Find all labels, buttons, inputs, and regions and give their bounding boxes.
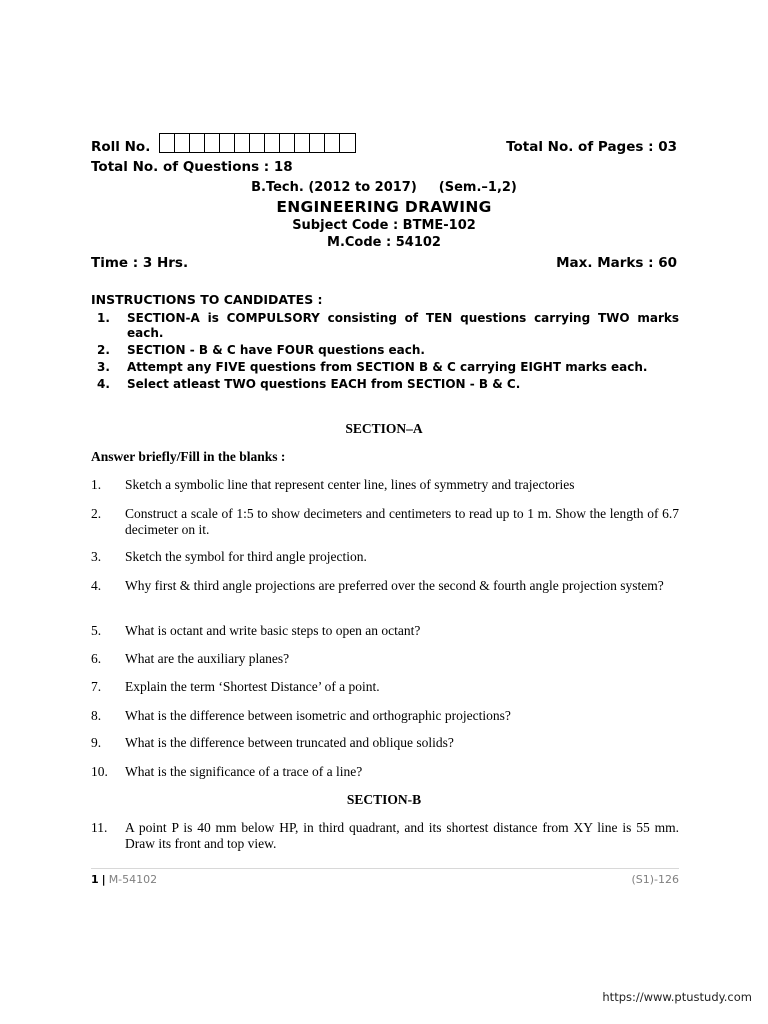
instruction-text: SECTION-A is COMPULSORY consisting of TEN questions carrying TWO marks each.	[127, 311, 679, 340]
question-number: 9.	[91, 735, 102, 750]
instruction-number: 4.	[97, 377, 110, 391]
instruction-number: 2.	[97, 343, 110, 357]
question-item	[91, 679, 679, 695]
question-number: 7.	[91, 679, 102, 694]
instruction-number: 1.	[97, 311, 110, 325]
roll-number-box	[250, 134, 265, 152]
instructions-title: INSTRUCTIONS TO CANDIDATES :	[91, 292, 323, 307]
question-number: 3.	[91, 549, 102, 564]
exam-time: Time : 3 Hrs.	[91, 255, 189, 271]
section-a-subtitle: Answer briefly/Fill in the blanks :	[91, 449, 286, 464]
question-text: What are the auxiliary planes?	[125, 651, 290, 666]
course-line	[0, 180, 768, 195]
question-text: Explain the term ‘Shortest Distance’ of a point.	[125, 679, 380, 694]
roll-number-box	[340, 134, 355, 152]
footer-separator: |	[101, 873, 106, 886]
roll-number-box	[190, 134, 205, 152]
footer-series-code: (S1)-126	[631, 873, 679, 886]
roll-number-box	[160, 134, 175, 152]
section-b-title: SECTION-B	[346, 792, 422, 807]
subject-title: ENGINEERING DRAWING	[276, 198, 492, 216]
question-item	[91, 708, 679, 724]
instruction-item	[91, 377, 679, 392]
question-number: 1.	[91, 477, 102, 492]
question-text: What is the difference between truncated and oblique solids?	[125, 735, 454, 750]
footer-divider	[91, 868, 679, 869]
question-number: 5.	[91, 623, 102, 638]
question-text: What is the difference between isometric and orthographic projections?	[125, 708, 511, 723]
question-text: What is the significance of a trace of a line?	[125, 764, 363, 779]
section-a-title: SECTION–A	[345, 421, 423, 436]
instructions-list	[91, 311, 679, 394]
subject-code: Subject Code : BTME-102	[292, 218, 476, 233]
footer-page-info	[91, 873, 157, 886]
question-item	[91, 651, 679, 667]
watermark-url: https://www.ptustudy.com	[602, 990, 752, 1004]
roll-number-box	[235, 134, 250, 152]
question-item	[91, 549, 679, 565]
instruction-text: SECTION - B & C have FOUR questions each.	[127, 343, 425, 357]
roll-number-box	[265, 134, 280, 152]
question-text: What is octant and write basic steps to open an octant?	[125, 623, 421, 638]
question-item	[91, 477, 679, 493]
roll-number-boxes	[159, 133, 356, 153]
instruction-item	[91, 343, 679, 358]
instruction-item	[91, 311, 679, 341]
footer-code: M-54102	[108, 873, 158, 886]
question-text: Why first & third angle projections are preferred over the second & fourth angle projection system?	[125, 578, 664, 593]
question-text: Construct a scale of 1:5 to show decimeters and centimeters to read up to 1 m. Show the length of 6.7 decimeter on it.	[125, 506, 679, 537]
instruction-text: Attempt any FIVE questions from SECTION B & C carrying EIGHT marks each.	[127, 360, 648, 374]
question-number: 10.	[91, 764, 108, 779]
page-number: 1	[91, 873, 99, 886]
question-item	[91, 623, 679, 639]
m-code: M.Code : 54102	[327, 235, 441, 250]
question-text: Sketch the symbol for third angle projection.	[125, 549, 367, 564]
roll-number-box	[175, 134, 190, 152]
question-number: 4.	[91, 578, 102, 593]
question-number: 2.	[91, 506, 102, 521]
question-item	[91, 735, 679, 751]
question-number: 8.	[91, 708, 102, 723]
instruction-item	[91, 360, 679, 375]
question-number: 6.	[91, 651, 102, 666]
question-text: Sketch a symbolic line that represent center line, lines of symmetry and trajectories	[125, 477, 575, 492]
question-item	[91, 820, 679, 852]
question-text: A point P is 40 mm below HP, in third quadrant, and its shortest distance from XY line is 55 mm. Draw its front and top view.	[125, 820, 679, 851]
question-item	[91, 506, 679, 538]
roll-number-box	[280, 134, 295, 152]
course-name: B.Tech. (2012 to 2017)	[251, 180, 417, 195]
roll-number-box	[295, 134, 310, 152]
semester: (Sem.–1,2)	[438, 180, 517, 195]
max-marks: Max. Marks : 60	[556, 255, 677, 271]
total-questions: Total No. of Questions : 18	[91, 159, 293, 175]
roll-number-box	[310, 134, 325, 152]
question-item	[91, 578, 679, 594]
question-number: 11.	[91, 820, 108, 835]
roll-number-box	[325, 134, 340, 152]
roll-number-label: Roll No.	[91, 139, 151, 155]
instruction-text: Select atleast TWO questions EACH from SECTION - B & C.	[127, 377, 521, 391]
total-pages: Total No. of Pages : 03	[506, 139, 677, 155]
question-item	[91, 764, 679, 780]
roll-number-box	[205, 134, 220, 152]
roll-number-box	[220, 134, 235, 152]
instruction-number: 3.	[97, 360, 110, 374]
